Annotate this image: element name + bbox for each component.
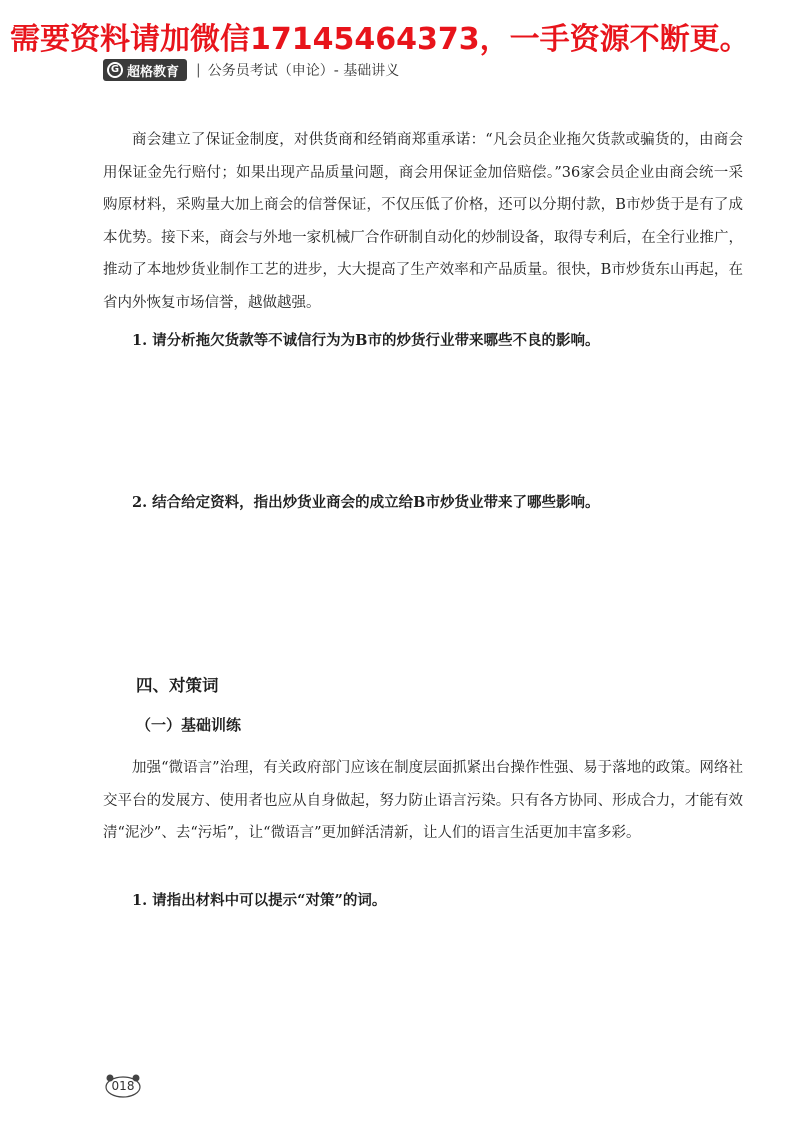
header-title: 公务员考试（申论）- 基础讲义 [207,63,400,79]
question-3: 1. 请指出材料中可以提示“对策”的词。 [132,892,387,909]
logo-g-icon: G [107,62,123,78]
page-number-text: 018 [111,1079,135,1093]
material-paragraph: 商会建立了保证金制度，对供货商和经销商郑重承诺：“凡会员企业拖欠货款或骗货的，由商会用保证金先行赔付；如果出现产品质量问题，商会用保证金加倍赔偿。”36家会员企业由商会统一采购原材料，采购量大加上商会的信誉保证，不仅压低了价格，还可以分期付款，B市炒货于是有了成本优势。接下来，商会与外地一家机械厂合作研制自动化的炒制设备，取得专利后，在全行业推广，推动了本地炒货业制作工艺的进步，大大提高了生产效率和产品质量。很快，B市炒货东山再起，在省内外恢复市场信誉，越做越强。 [103,132,743,311]
page-number [104,1074,142,1098]
publisher-logo [103,59,187,81]
logo-text: 超格教育 [127,64,180,80]
page-header [103,58,399,82]
promo-banner: 需要资料请加微信17145464373，一手资源不断更。 [10,22,750,57]
training-paragraph-block [103,752,743,850]
header-divider: | [196,62,201,78]
question-2: 2. 结合给定资料，指出炒货业商会的成立给B市炒货业带来了哪些影响。 [132,494,600,511]
question-1: 1. 请分析拖欠货款等不诚信行为为B市的炒货行业带来哪些不良的影响。 [132,332,600,349]
section-heading: 四、对策词 [136,676,219,695]
training-paragraph: 加强“微语言”治理，有关政府部门应该在制度层面抓紧出台操作性强、易于落地的政策。网络社交平台的发展方、使用者也应从自身做起，努力防止语言污染。只有各方协同、形成合力，才能有效清“泥沙”、去“污垢”，让“微语言”更加鲜活清新，让人们的语言生活更加丰富多彩。 [103,760,743,841]
material-paragraph-block [103,124,743,319]
section-subheading: （一）基础训练 [136,716,242,734]
